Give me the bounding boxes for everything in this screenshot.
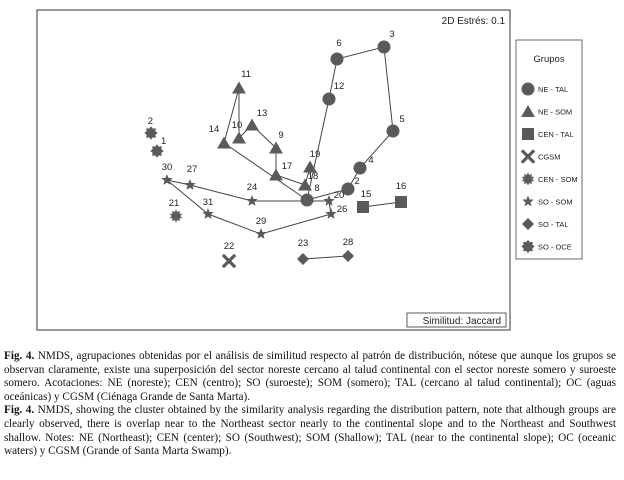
stress-label: 2D Estrés: 0.1 [441,16,505,27]
figure-caption [4,350,616,459]
connection-lines [167,47,401,259]
caption-en-label: Fig. 4. [4,404,35,417]
connection-line [307,47,393,200]
data-point [354,162,367,175]
data-points [144,29,407,266]
data-point [387,125,400,138]
caption-en-text: NMDS, showing the cluster obtained by the similarity analysis regarding the distribution pattern, note that although groups are clearly observed, there is overlap near to the Northeast sector nearly to the continental slope and to the Northeast and Southwest shallow. Notes: NE (Northeast); CEN (center); SO (Southwest); SOM (Shallow); TAL (near to the continental slope); OC (oceanic waters) y CGSM (Grande of Santa Marta Swamp). [4,404,616,458]
legend-title: Grupos [533,54,565,65]
point-label: 29 [255,216,267,227]
data-point [144,126,158,140]
data-point [297,253,309,265]
data-point [323,93,336,106]
point-label: 14 [208,124,220,135]
point-label: 24 [246,182,258,193]
data-point [202,208,213,219]
data-point [217,137,231,149]
point-label: 2 [354,176,360,187]
point-label: 28 [342,237,354,248]
data-point [255,228,266,239]
point-label: 1 [161,136,167,147]
point-label: 27 [186,164,198,175]
data-point [331,53,344,66]
data-point [357,201,369,213]
legend-marker [522,128,534,140]
point-label: 30 [161,162,173,173]
point-label: 8 [314,183,320,194]
point-label: 10 [231,120,243,131]
point-label: 3 [389,29,395,40]
legend-marker [521,240,535,254]
point-label: 23 [297,238,309,249]
legend-label: CEN - TAL [538,130,574,139]
point-label: 12 [333,81,345,92]
legend-label: CEN - SOM [538,175,578,184]
caption-spanish [4,350,616,404]
legend-label: NE - TAL [538,85,569,94]
point-label: 6 [336,38,342,49]
point-label: 4 [368,155,374,166]
data-point [184,179,195,190]
data-point [232,82,246,94]
legend-label: CGSM [538,152,561,162]
point-label: 19 [309,149,321,160]
data-point [301,194,314,207]
plot-frame [37,10,510,330]
point-label: 18 [307,171,319,182]
similarity-label: Similitud: Jaccard [422,316,501,327]
data-point [170,210,182,223]
data-point [245,119,259,131]
point-label: 17 [281,161,293,172]
data-point [246,195,257,206]
connection-line [303,256,348,259]
data-point [342,250,354,262]
data-point [325,208,336,219]
data-point [224,256,234,266]
caption-es-label: Fig. 4. [4,350,35,362]
legend-label: NE - SOM [538,107,573,117]
point-label: 11 [241,69,251,80]
point-label: 22 [223,241,235,252]
point-label: 5 [399,114,405,125]
data-point [378,41,391,54]
point-label: 20 [333,190,345,201]
point-label: 31 [202,197,214,208]
connection-line [224,88,310,200]
point-label: 21 [168,198,180,209]
legend-label: SO - SOM [538,197,573,207]
data-point [395,196,407,208]
legend-label: SO - OCE [538,242,572,252]
point-label: 2 [147,116,153,127]
point-label: 15 [360,189,372,200]
point-label: 16 [395,181,407,192]
legend-marker [522,83,535,96]
point-label: 9 [278,130,284,141]
caption-english [4,404,616,458]
caption-es-text: NMDS, agrupaciones obtenidas por el análisis de similitud respecto al patrón de distribución, nótese que aunque los grupos se observan claramente, existe una superposición del sector noreste cercano al talud continental con el sector noreste somero y suroeste somero. Acotaciones: NE (noreste); CEN (centro); SO (suroeste); SOM (somero); TAL (cercano al talud continental); OC (aguas oceánicas) y CGSM (Ciénaga Grande de Santa Marta). [4,350,616,403]
legend-label: SO - TAL [538,220,569,229]
point-label: 26 [336,204,348,215]
point-label: 13 [256,108,268,119]
